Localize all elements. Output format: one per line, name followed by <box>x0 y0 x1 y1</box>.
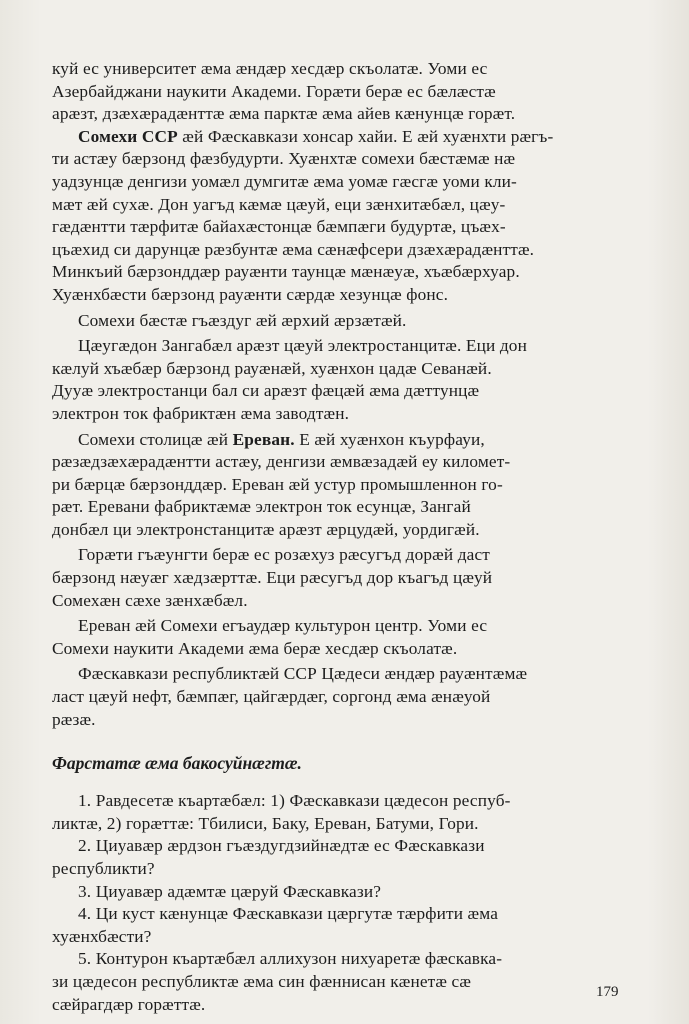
paragraph-universities <box>52 58 633 126</box>
bold-term: Сомехи ССР <box>78 126 178 146</box>
text-line: Ереван æй Сомехи егъаудæр культурон центр. Уоми ес <box>78 616 488 636</box>
text-line: цъæхид си дарунцæ рæзбунтæ æма сæнæфсери дзæхæрадæнттæ. <box>52 239 535 259</box>
question-item <box>52 835 633 880</box>
question-item <box>52 903 633 948</box>
questions-heading: Фарстатæ æма бакосуйнæгтæ. <box>52 753 302 774</box>
text-line: ти астæу бæрзонд фæзбудурти. Хуæнхтæ сомехи бæстæмæ нæ <box>52 149 516 169</box>
text-line: уадзунцæ денгизи уомæл думгитæ æма уомæ гæсгæ уоми кли- <box>52 171 517 191</box>
paragraph-yerevan <box>52 429 633 542</box>
paragraph-exports <box>52 663 633 731</box>
text-line: 1. Равдесетæ къартæбæл: 1) Фæскавкази цæдесон респуб- <box>78 791 511 811</box>
text-line: гæдæнтти тæрфитæ байахæстонцæ бæмпæги будуртæ, цъæх- <box>52 217 506 237</box>
text-line: Сомехи ССР æй Фæскавкази хонсар хайи. Е æй хуæнхти рæгъ- <box>78 126 554 146</box>
question-item <box>52 948 633 1016</box>
text-line: Минкъий бæрзонддæр рауæнти таунцæ мæнæуæ, хъæбæрхуар. <box>52 262 520 282</box>
text-line: сæйрагдæр горæттæ. <box>52 994 206 1014</box>
text-line: электрон ток фабриктæн æма заводтæн. <box>52 403 350 423</box>
text-line: ликтæ, 2) горæттæ: Тбилиси, Баку, Ереван, Батуми, Гори. <box>52 813 479 833</box>
text-line: Азербайджани наукити Академи. Горæти берæ ес бæлæстæ <box>52 81 496 101</box>
text-line: рæзæдзæхæрадæнтти астæу, денгизи æмвæзадæй еу километ- <box>52 452 511 472</box>
text-line: рæзæ. <box>52 709 96 729</box>
text-line: рæт. Еревани фабриктæмæ электрон ток есунцæ, Зангай <box>52 497 471 517</box>
text-line: 2. Циуавæр æрдзон гъæздугдзийнæдтæ ес Фæскавкази <box>78 836 485 856</box>
text-line: Хуæнхбæсти бæрзонд рауæнти сæрдæ хезунцæ фонс. <box>52 284 449 304</box>
paragraph-streets <box>52 544 633 612</box>
text-line: ласт цæуй нефт, бæмпæг, цайгæрдæг, соргонд æма æнæуой <box>52 687 491 707</box>
text-line: мæт æй сухæ. Дон уагъд кæмæ цæуй, еци зæнхитæбæл, цæу- <box>52 194 506 214</box>
text-line: ри бæрцæ бæрзонддæр. Ереван æй устур промышленнон го- <box>52 474 503 494</box>
text-line: кæлуй хъæбæр бæрзонд рауæнæй, хуæнхон цадæ Севанæй. <box>52 358 492 378</box>
text-line: бæрзонд нæуæг хæдзæрттæ. Еци рæсугъд дор къагъд цæуй <box>52 568 493 588</box>
paragraph-armenia <box>52 126 633 307</box>
questions-list <box>52 790 633 1016</box>
text-line: 4. Ци куст кæнунцæ Фæскавкази цæргутæ тæрфити æма <box>78 904 499 924</box>
text-line: Сомехи наукити Академи æма берæ хесдæр скъолатæ. <box>52 638 458 658</box>
text-line: Цæугæдон Зангабæл арæзт цæуй электростанцитæ. Еци дон <box>78 336 527 356</box>
question-item <box>52 790 633 835</box>
text-line: республикти? <box>52 859 155 878</box>
paragraph-copper <box>52 310 633 333</box>
text-line: Сомехи бæстæ гъæздуг æй æрхий æрзæтæй. <box>78 310 407 330</box>
text-line: Дууæ электростанци бал си арæзт фæцæй æма дæттунцæ <box>52 381 480 401</box>
text-line: зи цæдесон республиктæ æма син фæннисан кæнетæ сæ <box>52 971 472 991</box>
bold-term: Ереван. <box>232 429 295 449</box>
paragraph-zanga <box>52 335 633 425</box>
text-line: 3. Циуавæр адæмтæ цæруй Фæскавкази? <box>78 881 382 901</box>
text-line: Сомехæн сæхе зæнхæбæл. <box>52 590 248 610</box>
text-line: хуæнхбæсти? <box>52 926 152 946</box>
page-number: 179 <box>596 984 619 1000</box>
text-line: донбæл ци электронстанцитæ арæзт æрцудæй, уордигæй. <box>52 519 480 539</box>
text-line: 5. Контурон къартæбæл аллихузон нихуаретæ фæскавка- <box>78 949 503 969</box>
text-line: Фæскавкази республиктæй ССР Цæдеси æндæр рауæнтæмæ <box>78 664 528 684</box>
paragraph-culture <box>52 615 633 660</box>
text-line: Сомехи столицæ æй Ереван. Е æй хуæнхон къурфауи, <box>78 429 485 449</box>
text-line: Горæти гъæунгти берæ ес розæхуз рæсугъд дорæй даст <box>78 545 491 565</box>
question-item <box>52 881 633 904</box>
text-line: арæзт, дзæхæрадæнттæ æма парктæ æма айев кæнунцæ горæт. <box>52 104 516 124</box>
text-line: куй ес университет æма æндæр хесдæр скъолатæ. Уоми ес <box>52 59 488 78</box>
